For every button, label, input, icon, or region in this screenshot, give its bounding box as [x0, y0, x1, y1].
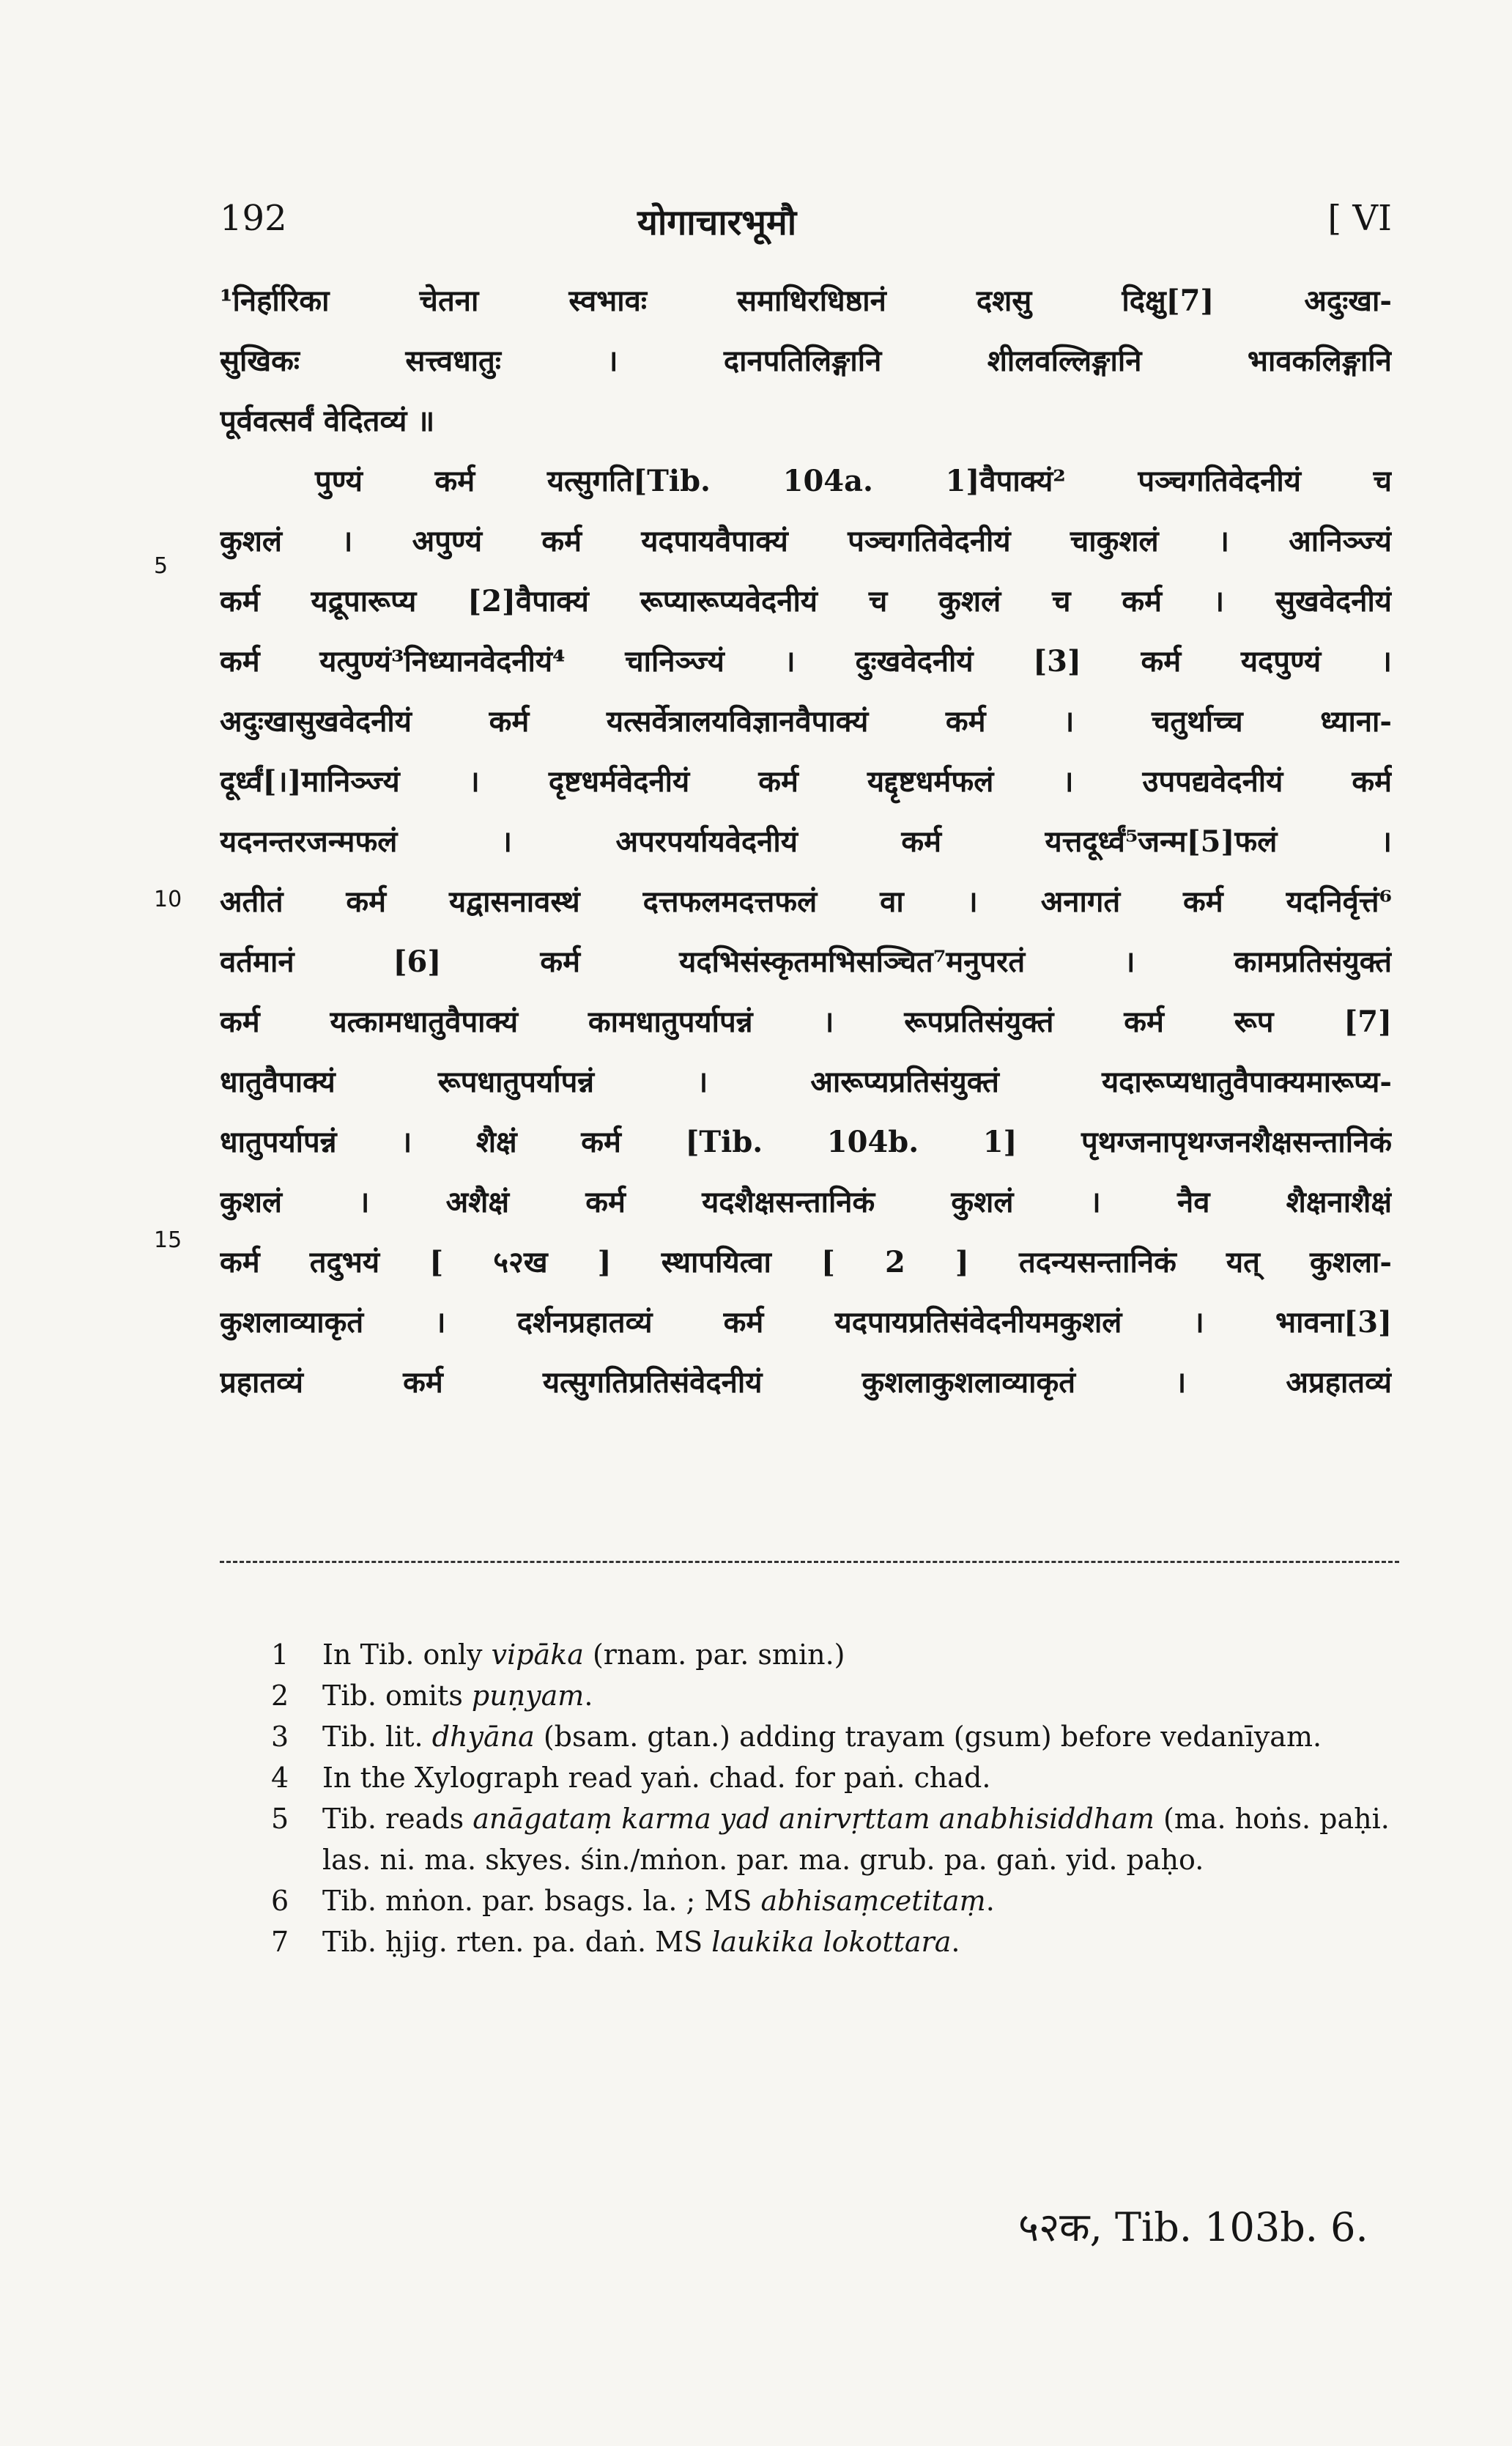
footnote-text: In Tib. only [322, 1638, 492, 1671]
footnote [271, 1634, 1399, 1675]
footnote-italic: vipāka [491, 1638, 584, 1671]
footnote-number: 6 [271, 1885, 289, 1917]
text-line: अदुःखासुखवेदनीयं कर्म यत्सर्वेत्रालयविज्ञानवैपाक्यं कर्म । चतुर्थाच्च ध्याना- [220, 704, 1392, 739]
text-line: वर्तमानं [6] कर्म यदभिसंस्कृतमभिसञ्चित⁷मनुपरतं । कामप्रतिसंयुक्तं [220, 945, 1392, 979]
sanskrit-text-body [220, 271, 1392, 1413]
running-title: योगाचारभूमौ [637, 202, 797, 243]
footnote-number: 4 [271, 1762, 289, 1794]
footnote-number: 1 [271, 1638, 289, 1671]
footnote-text: Tib. lit. [322, 1721, 432, 1753]
text-line: पुण्यं कर्म यत्सुगति[Tib. 104a. 1]वैपाक्यं² पञ्चगतिवेदनीयं च [315, 464, 1392, 498]
text-line: कुशलाव्याकृतं । दर्शनप्रहातव्यं कर्म यदपायप्रतिसंवेदनीयमकुशलं । भावना[3] [220, 1305, 1392, 1340]
footnote-text: Tib. omits [322, 1680, 472, 1712]
footnote-rest: . [584, 1680, 593, 1712]
line-number-10: 10 [154, 887, 182, 912]
footnote-number: 3 [271, 1721, 289, 1753]
footnote-number: 2 [271, 1680, 289, 1712]
footnote-italic: anāgataṃ karma yad anirvṛttam anabhisiddham [472, 1803, 1155, 1835]
section-number: [ VI [1327, 198, 1392, 239]
footnote-italic: dhyāna [431, 1721, 535, 1753]
text-line: ¹निर्हारिका चेतना स्वभावः समाधिरधिष्ठानं दशसु दिक्षु[7] अदुःखा- [220, 284, 1392, 318]
text-line: कर्म यत्पुण्यं³निध्यानवेदनीयं⁴ चानिञ्ज्यं । दुःखवेदनीयं [3] कर्म यदपुण्यं । [220, 644, 1392, 679]
text-line: अतीतं कर्म यद्वासनावस्थं दत्तफलमदत्तफलं वा । अनागतं कर्म यदनिर्वृत्तं⁶ [220, 884, 1392, 919]
text-line: यदनन्तरजन्मफलं । अपरपर्यायवेदनीयं कर्म यत्तदूर्ध्वं⁵जन्म[5]फलं । [220, 824, 1392, 859]
text-line: पूर्ववत्सर्वं वेदितव्यं ॥ [220, 404, 435, 438]
line-number-5: 5 [154, 553, 168, 579]
line-number-15: 15 [154, 1227, 182, 1253]
footnote-rest: (rnam. par. smin.) [583, 1638, 845, 1671]
footnote-text: Tib. ḥjig. rten. pa. daṅ. MS [322, 1926, 712, 1958]
footnote-divider [220, 1561, 1399, 1563]
text-line: धातुवैपाक्यं रूपधातुपर्यापन्नं । आरूप्यप्रतिसंयुक्तं यदारूप्यधातुवैपाक्यमारूप्य- [220, 1065, 1392, 1099]
footnote [271, 1757, 1399, 1798]
text-line: कर्म यत्कामधातुवैपाक्यं कामधातुपर्यापन्नं । रूपप्रतिसंयुक्तं कर्म रूप [7] [220, 1005, 1392, 1039]
footnote-text: Tib. mṅon. par. bsags. la. ; MS [322, 1885, 761, 1917]
text-line: सुखिकः सत्त्वधातुः । दानपतिलिङ्गानि शीलवल्लिङ्गानि भावकलिङ्गानि [220, 344, 1392, 378]
text-line: दूर्ध्वं[।]मानिञ्ज्यं । दृष्टधर्मवेदनीयं कर्म यद्दृष्टधर्मफलं । उपपद्यवेदनीयं कर्म [220, 764, 1392, 799]
footnote [271, 1798, 1399, 1880]
text-line: प्रहातव्यं कर्म यत्सुगतिप्रतिसंवेदनीयं कुशलाकुशलाव्याकृतं । अप्रहातव्यं [220, 1365, 1392, 1400]
footnote-italic: abhisaṃcetitaṃ [760, 1885, 986, 1917]
text-line: कुशलं । अशैक्षं कर्म यदशैक्षसन्तानिकं कुशलं । नैव शैक्षनाशैक्षं [220, 1185, 1392, 1219]
page-header [220, 198, 1392, 256]
text-line: कुशलं । अपुण्यं कर्म यदपायवैपाक्यं पञ्चगतिवेदनीयं चाकुशलं । आनिञ्ज्यं [220, 524, 1392, 558]
footnote-rest: (ma. hoṅs. paḥi. las. ni. ma. skyes. śin./mṅon. par. ma. grub. pa. gaṅ. yid. paḥo. [322, 1803, 1390, 1876]
footnote-text: Tib. reads [322, 1803, 473, 1835]
footnote [271, 1716, 1399, 1757]
footnote-number: 7 [271, 1926, 289, 1958]
footnote-italic: puṇyam [471, 1680, 585, 1712]
text-line: कर्म यद्रूपारूप्य [2]वैपाक्यं रूप्यारूप्यवेदनीयं च कुशलं च कर्म । सुखवेदनीयं [220, 584, 1392, 618]
footnote-rest: (bsam. gtan.) adding trayam (gsum) before vedanīyam. [534, 1721, 1322, 1753]
footnote [271, 1921, 1399, 1962]
page-number: 192 [220, 198, 287, 239]
footnote-number: 5 [271, 1803, 289, 1835]
footnote-text: In the Xylograph read yaṅ. chad. for paṅ. chad. [322, 1762, 991, 1794]
footnote [271, 1880, 1399, 1921]
text-line: कर्म तदुभयं [ ५२ख ] स्थापयित्वा [ 2 ] तदन्यसन्तानिकं यत् कुशला- [220, 1245, 1392, 1279]
text-line: धातुपर्यापन्नं । शैक्षं कर्म [Tib. 104b. 1] पृथग्जनापृथग्जनशैक्षसन्तानिकं [220, 1125, 1392, 1159]
footnotes [271, 1634, 1399, 1962]
signature-mark: ५२क, Tib. 103b. 6. [1018, 2204, 1368, 2250]
footnote [271, 1675, 1399, 1716]
footnote-rest: . [951, 1926, 960, 1958]
footnote-rest: . [985, 1885, 995, 1917]
footnote-italic: laukika lokottara [711, 1926, 952, 1958]
